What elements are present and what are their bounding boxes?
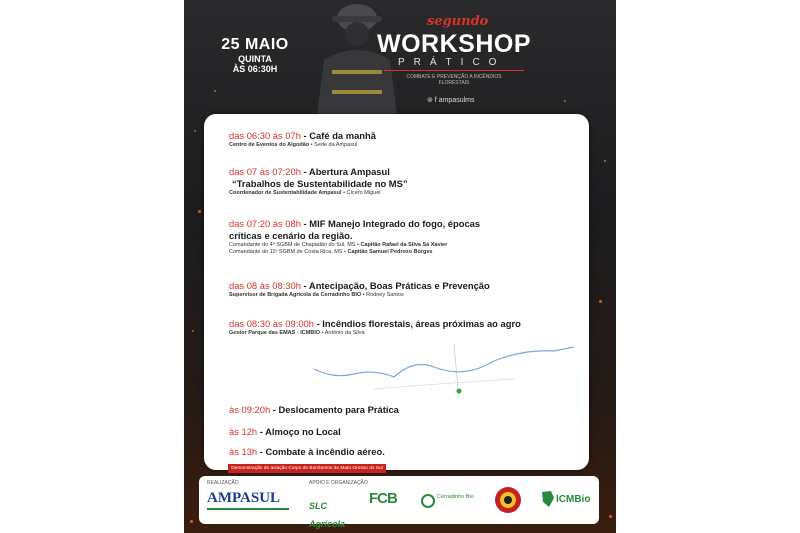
apoio-label: APOIO E ORGANIZAÇÃO xyxy=(309,480,368,486)
schedule-item xyxy=(229,446,385,458)
schedule-title: - Deslocamento para Prática xyxy=(272,404,399,415)
detail-text: • Antônio da Silva xyxy=(320,330,365,336)
schedule-time: das 06:30 às 07h xyxy=(229,130,301,141)
location-pin-icon xyxy=(457,389,462,394)
event-poster xyxy=(184,0,616,533)
detail-bold: Centro de Eventos do Algodão xyxy=(229,142,310,148)
ember-decoration xyxy=(599,300,602,303)
schedule-item xyxy=(229,218,480,256)
schedule-item xyxy=(229,166,408,197)
schedule-title: - Café da manhã xyxy=(303,130,376,141)
schedule-detail xyxy=(229,292,490,299)
schedule-item xyxy=(229,130,376,149)
ember-decoration xyxy=(609,515,612,518)
title-divider xyxy=(384,70,524,71)
schedule-title: - Combate à incêndio aéreo. xyxy=(259,446,385,457)
detail-bold: Gestor Parque das EMAS - ICMBIO xyxy=(229,330,321,336)
social-handle[interactable]: ⊚ f ampasulms xyxy=(427,97,475,104)
icmbio-logo-text: ICMBio xyxy=(556,494,591,505)
demonstration-note: Demonstração de aviação Corpo de Bombeiros de Mato Grosso do Sul xyxy=(228,464,386,473)
workshop-edition: segundo xyxy=(427,14,489,29)
bombeiros-logo xyxy=(494,486,522,514)
schedule-title-line2: “Trabalhos de Sustentabilidade no MS” xyxy=(232,178,408,189)
schedule-time: das 08:30 às 09:00h xyxy=(229,318,314,329)
sponsor-strip xyxy=(199,476,599,529)
event-weekday: QUINTA xyxy=(238,54,272,64)
schedule-title-line2: críticas e cenário da região. xyxy=(229,230,353,241)
ampasul-logo xyxy=(207,490,289,516)
detail-bold: Capitão Samuel Pedrozo Borges xyxy=(347,249,433,255)
schedule-title: - MIF Manejo Integrado do fogo, épocas xyxy=(303,218,481,229)
fcb-logo-text: FCB xyxy=(369,490,397,507)
schedule-title: - Incêndios florestais, áreas próximas ao agro xyxy=(316,318,521,329)
detail-text: • Cícero Miguel xyxy=(341,190,381,196)
schedule-detail xyxy=(229,330,521,337)
detail-text: • Rodney Santos xyxy=(361,292,404,298)
schedule-time: das 07 às 07:20h xyxy=(229,166,301,177)
ampasul-logo-text: AMPASUL xyxy=(207,490,281,506)
event-date: 25 MAIO xyxy=(221,36,289,53)
ampasul-logo-bar xyxy=(207,508,289,510)
workshop-title: WORKSHOP xyxy=(377,30,531,58)
schedule-item xyxy=(229,404,399,416)
schedule-detail xyxy=(229,190,408,197)
schedule-detail xyxy=(229,249,480,256)
cerradinho-logo-text: Cerradinho Bio xyxy=(437,494,474,500)
schedule-detail xyxy=(229,142,376,149)
schedule-item xyxy=(229,318,521,337)
ember-decoration xyxy=(192,330,194,332)
workshop-theme: COMBATE E PREVENÇÃO A INCÊNDIOS FLORESTAIS xyxy=(406,74,502,86)
detail-text: Comandante do 4º SGBM de Chapadão do Sul, MS • xyxy=(229,242,361,248)
schedule-time: às 09:20h xyxy=(229,404,271,415)
slc-logo xyxy=(309,496,364,532)
ember-decoration xyxy=(564,100,566,102)
route-map xyxy=(314,339,574,404)
ember-decoration xyxy=(214,90,216,92)
brazil-map-icon xyxy=(539,490,555,508)
ember-decoration xyxy=(198,210,201,213)
detail-text: • Sede da Ampasul xyxy=(309,142,358,148)
ember-decoration xyxy=(604,160,606,162)
workshop-subtitle: PRÁTICO xyxy=(398,57,506,68)
detail-bold: Supervisor de Brigada Agrícola da Cerradinho BIO xyxy=(229,292,362,298)
schedule-time: às 13h xyxy=(229,446,258,457)
schedule-time: das 08 às 08:30h xyxy=(229,280,301,291)
icmbio-logo xyxy=(539,488,594,516)
schedule-time: às 12h xyxy=(229,426,258,437)
fcb-logo xyxy=(369,490,409,518)
slc-logo-text: SLC Agrícola xyxy=(309,501,346,529)
schedule-detail xyxy=(229,242,480,249)
schedule-item xyxy=(229,426,341,438)
schedule-item xyxy=(229,280,490,299)
bombeiros-emblem-icon xyxy=(494,486,522,514)
schedule-card xyxy=(204,114,589,470)
event-date-block xyxy=(210,36,300,74)
realizacao-label: REALIZAÇÃO xyxy=(207,480,239,486)
schedule-time: das 07:20 às 08h xyxy=(229,218,301,229)
ember-decoration xyxy=(194,130,196,132)
detail-bold: Coordenador de Sustentabilidade Ampasul xyxy=(229,190,342,196)
detail-text: Comandante do 11º SGBM de Costa Rica, MS • xyxy=(229,249,348,255)
detail-bold: Capitão Rafael da Silva Sá Xavier xyxy=(360,242,448,248)
schedule-title: - Abertura Ampasul xyxy=(303,166,390,177)
cerradinho-leaf-icon xyxy=(421,494,435,508)
cerradinho-logo xyxy=(421,490,476,518)
schedule-title: - Almoço no Local xyxy=(259,426,341,437)
schedule-title: - Antecipação, Boas Práticas e Prevenção xyxy=(303,280,490,291)
event-time: ÀS 06:30H xyxy=(232,64,278,74)
ember-decoration xyxy=(190,520,193,523)
